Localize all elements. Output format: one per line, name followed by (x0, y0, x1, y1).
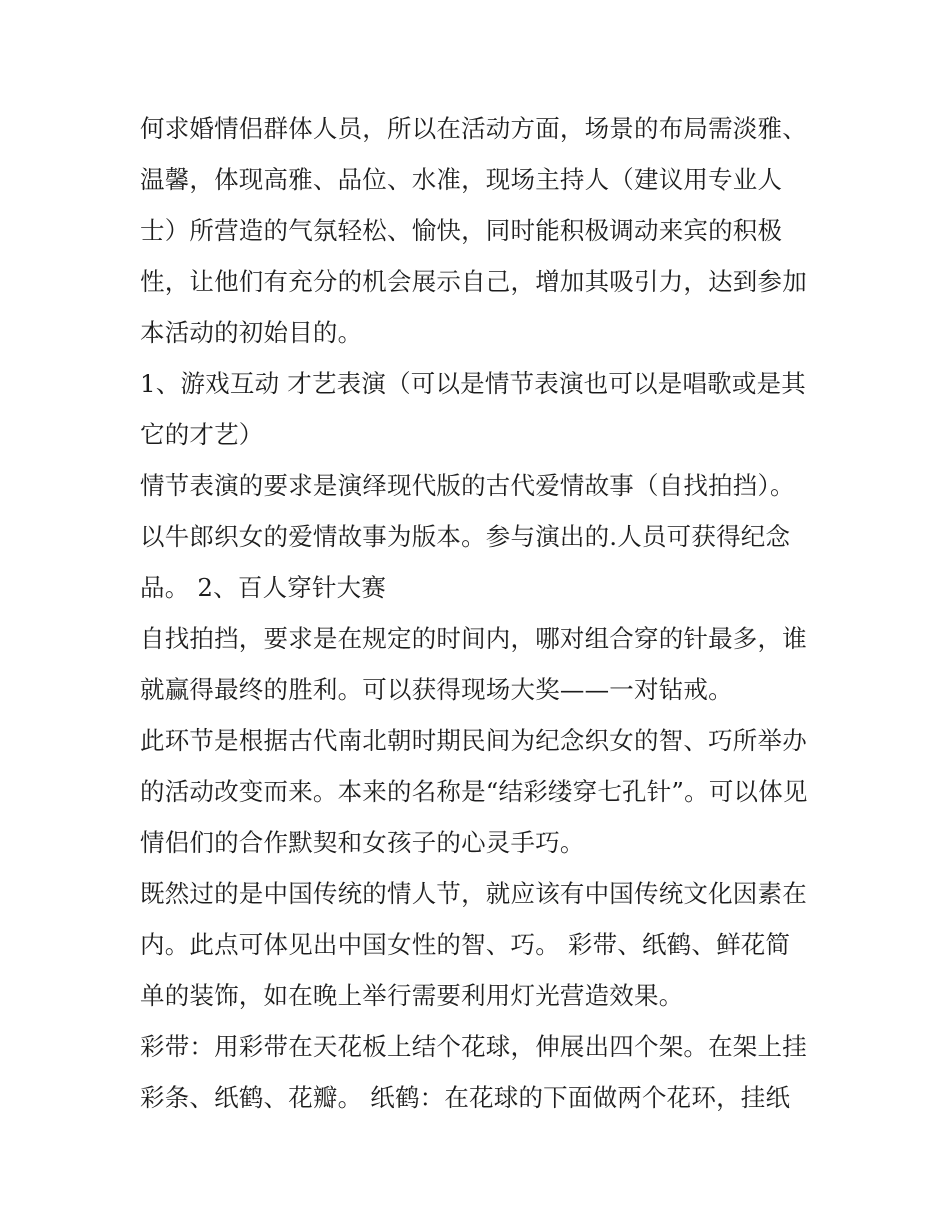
text-line: 品。 2、百人穿针大赛 (140, 573, 387, 602)
text-line: 本活动的初始目的。 (140, 318, 363, 347)
text-line: 此环节是根据古代南北朝时期民间为纪念织女的智、巧所举办 (140, 726, 807, 755)
text-line: 的活动改变而来。本来的名称是“结彩缕穿七孔针”。可以体见 (140, 777, 808, 806)
text-line: 性，让他们有充分的机会展示自己，增加其吸引力，达到参加 (140, 267, 807, 296)
text-line: 何求婚情侣群体人员，所以在活动方面，场景的布局需淡雅、 (140, 114, 807, 143)
text-line: 情节表演的要求是演绎现代版的古代爱情故事（自找拍挡）。 (140, 471, 795, 500)
list-item-heading: 1、游戏互动 才艺表演（可以是情节表演也可以是唱歌或是其 (140, 369, 806, 398)
text-line: 就赢得最终的胜利。可以获得现场大奖——一对钻戒。 (140, 675, 733, 704)
text-line: 彩条、纸鹤、花瓣。 纸鹤：在花球的下面做两个花环，挂纸 (140, 1083, 791, 1112)
document-body (140, 103, 820, 1123)
text-line: 彩带：用彩带在天花板上结个花球，伸展出四个架。在架上挂 (140, 1032, 807, 1061)
text-line: 情侣们的合作默契和女孩子的心灵手巧。 (140, 828, 585, 857)
text-line: 它的才艺） (140, 420, 264, 449)
text-line: 既然过的是中国传统的情人节，就应该有中国传统文化因素在 (140, 879, 807, 908)
text-line: 以牛郎织女的爱情故事为版本。参与演出的.人员可获得纪念 (140, 522, 791, 551)
text-line: 自找拍挡，要求是在规定的时间内，哪对组合穿的针最多，谁 (140, 624, 807, 653)
text-line: 温馨，体现高雅、品位、水准，现场主持人（建议用专业人 (140, 165, 783, 194)
text-line: 士）所营造的气氛轻松、愉快，同时能积极调动来宾的积极 (140, 216, 783, 245)
text-line: 内。此点可体见出中国女性的智、巧。 彩带、纸鹤、鲜花简 (140, 930, 791, 959)
text-line: 单的装饰，如在晚上举行需要利用灯光营造效果。 (140, 981, 684, 1010)
